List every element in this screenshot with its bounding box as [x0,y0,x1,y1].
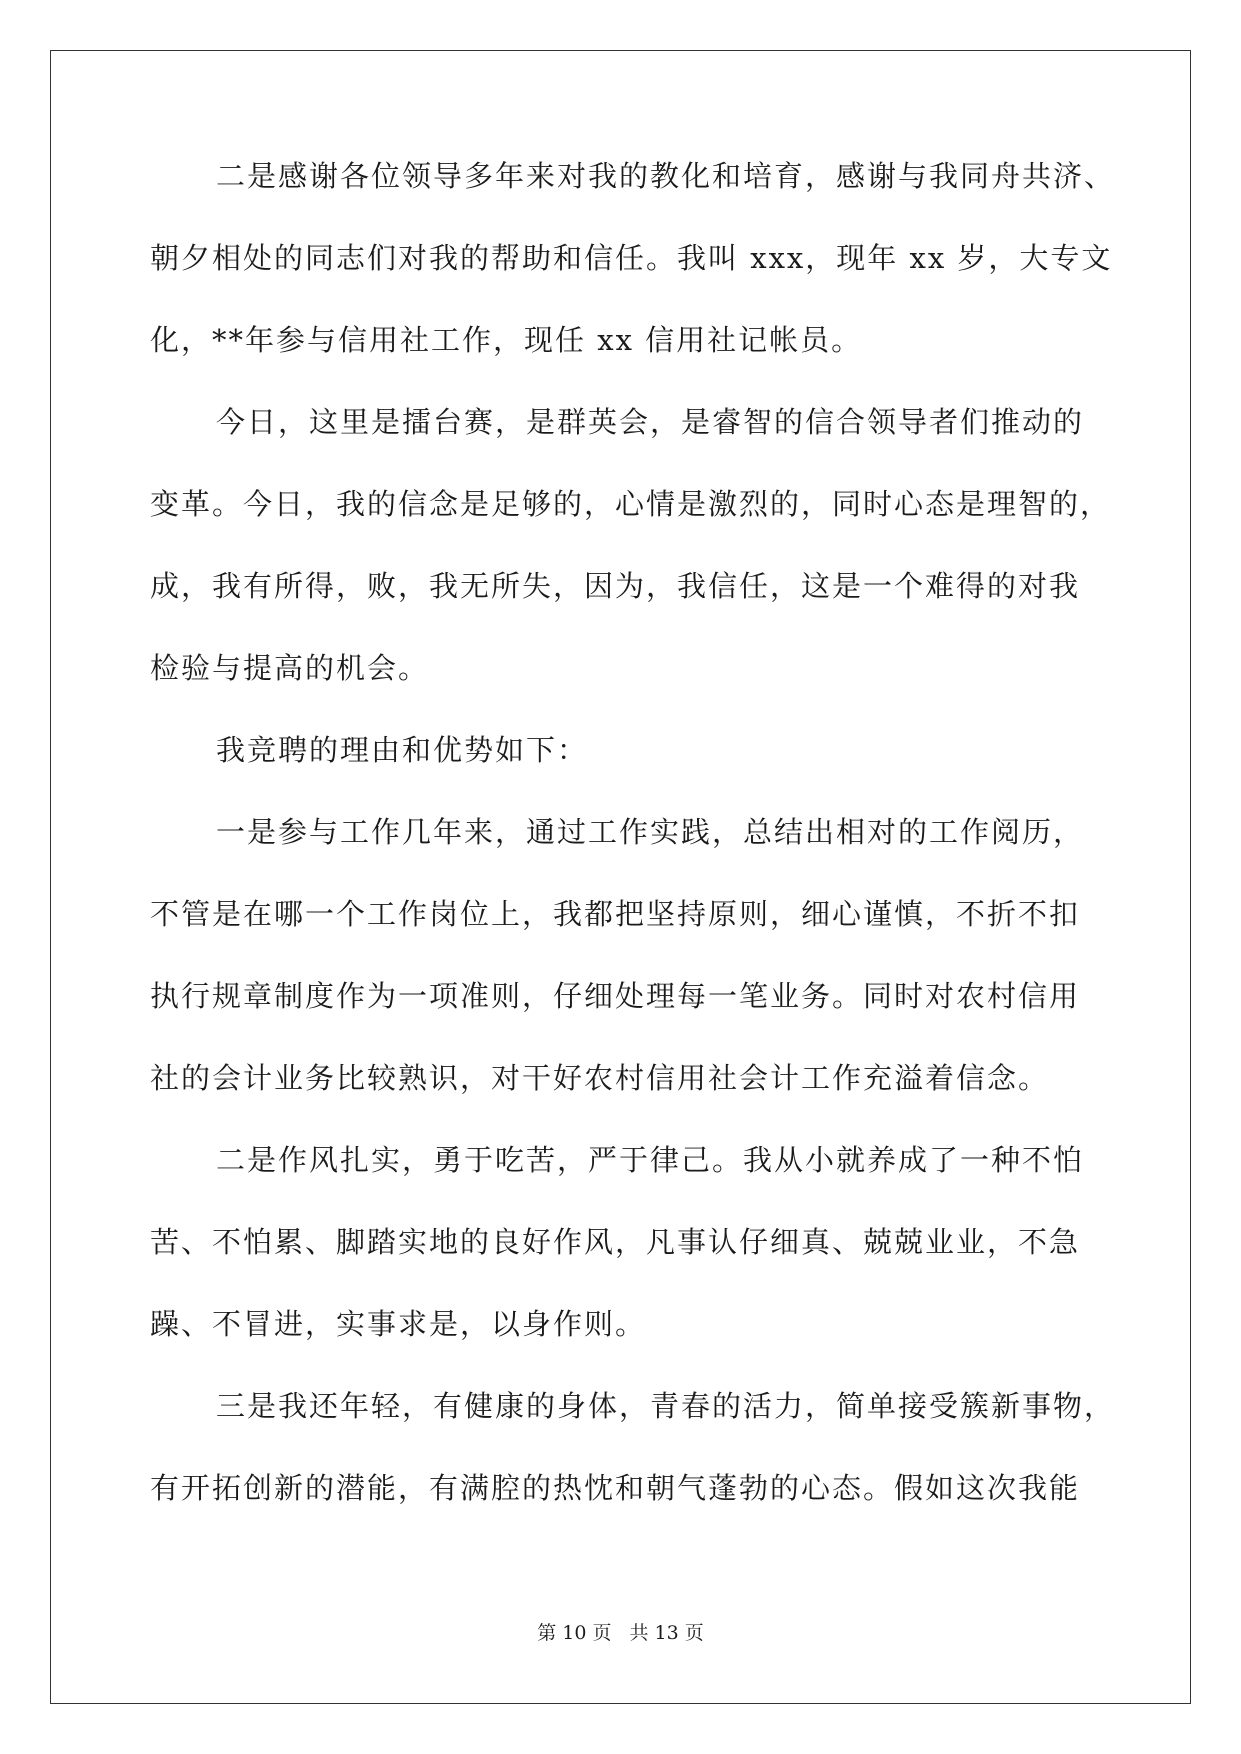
paragraph-line: 检验与提高的机会。 [150,651,430,685]
page-footer [0,1618,1241,1645]
paragraph-line: 三是我还年轻，有健康的身体，青春的活力，简单接受簇新事物， [216,1389,1116,1423]
paragraph-line: 苦、不怕累、脚踏实地的良好作风，凡事认仔细真、兢兢业业，不急 [150,1225,1081,1259]
paragraph-line: 今日，这里是擂台赛，是群英会，是睿智的信合领导者们推动的 [216,405,1085,439]
document-body [150,154,1116,1548]
paragraph-line: 我竞聘的理由和优势如下： [216,733,589,767]
paragraph-line: 不管是在哪一个工作岗位上，我都把坚持原则，细心谨慎，不折不扣 [150,897,1081,931]
paragraph-line: 朝夕相处的同志们对我的帮助和信任。我叫 xxx，现年 xx 岁，大专文 [150,241,1113,275]
paragraph-line: 二是作风扎实，勇于吃苦，严于律己。我从小就养成了一种不怕 [216,1143,1085,1177]
paragraph-line: 成，我有所得，败，我无所失，因为，我信任，这是一个难得的对我 [150,569,1081,603]
paragraph-line: 社的会计业务比较熟识，对干好农村信用社会计工作充溢着信念。 [150,1061,1050,1095]
paragraph-line: 化，**年参与信用社工作，现任 xx 信用社记帐员。 [150,323,863,357]
paragraph-line: 执行规章制度作为一项准则，仔细处理每一笔业务。同时对农村信用 [150,979,1081,1013]
paragraph-line: 躁、不冒进，实事求是，以身作则。 [150,1307,647,1341]
page-number-current: 第 10 页 [537,1622,612,1644]
paragraph-line: 有开拓创新的潜能，有满腔的热忱和朝气蓬勃的心态。假如这次我能 [150,1471,1081,1505]
paragraph-line: 变革。今日，我的信念是足够的，心情是激烈的，同时心态是理智的， [150,487,1112,521]
page-number-total: 共 13 页 [629,1622,704,1644]
paragraph-line: 二是感谢各位领导多年来对我的教化和培育，感谢与我同舟共济、 [216,159,1116,193]
paragraph-line: 一是参与工作几年来，通过工作实践，总结出相对的工作阅历， [216,815,1085,849]
